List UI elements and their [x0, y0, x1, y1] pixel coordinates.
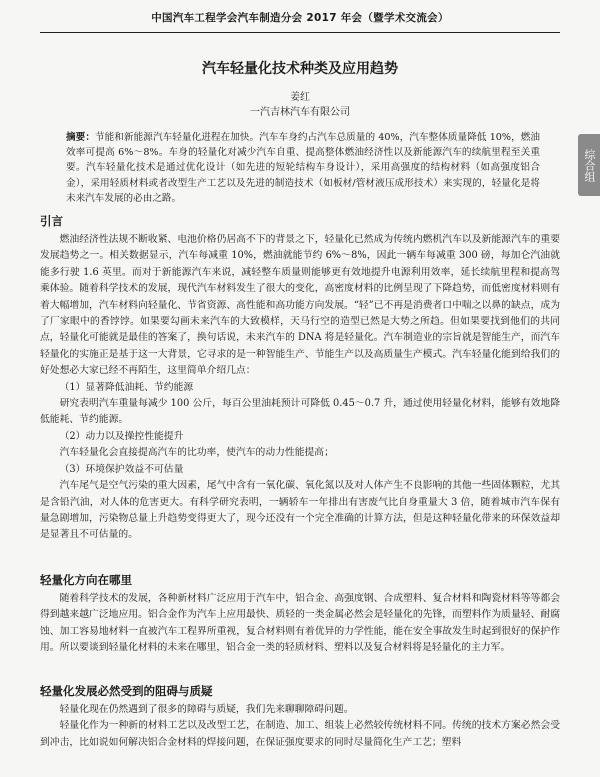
- paragraph: 汽车轻量化会直接提高汽车的比功率，使汽车的动力性能提高；: [59, 447, 334, 459]
- abstract: [66, 130, 540, 206]
- paragraph: 汽车尾气是空气污染的重大因素，尾气中含有一氧化碳、氧化氮以及对人体产生不良影响的其他一些固体颗粒，尤其是含铅汽油，对人体的危害更大。有科学研究表明，一辆轿车一年排出有害废气比自身重量大 3 倍，随着城市汽车保有量急剧增加，污染物总量上升趋势变得更大了，现今还没有一个完全准确的计算方法，但是这种轻量化带来的环保效益却是显著且不可估量的。: [40, 480, 560, 541]
- list-item-heading: （1）显著降低油耗、节约能源: [59, 381, 194, 393]
- conference-header: 中国汽车工程学会汽车制造分会 2017 年会（暨学术交流会）: [151, 12, 449, 24]
- abstract-label: 摘要：: [66, 132, 95, 143]
- list-item-heading: （2）动力以及操控性能提升: [59, 430, 184, 442]
- section-side-tab: 综合组: [578, 134, 600, 196]
- section-heading: 引言: [40, 214, 63, 228]
- paper-title: 汽车轻量化技术种类及应用趋势: [202, 61, 398, 77]
- paragraph: 轻量化现在仍然遇到了很多的障碍与质疑，我们先来聊聊障碍问题。: [59, 704, 354, 715]
- paragraph: 研究表明汽车重量每减少 100 公斤，每百公里油耗预计可降低 0.45～0.7 升，通过使用轻量化材料，能够有效地降低能耗、节约能源。: [40, 398, 560, 426]
- paper-author: 姜红: [290, 92, 310, 103]
- header-divider: [40, 32, 560, 33]
- section-direction: [40, 572, 560, 657]
- section-introduction: [40, 213, 560, 544]
- section-heading: 轻量化发展必然受到的阻碍与质疑: [40, 684, 213, 698]
- section-heading: 轻量化方向在哪里: [40, 573, 132, 587]
- paragraph: 燃油经济性法规不断收紧、电池价格仍居高不下的背景之下，轻量化已然成为传统内燃机汽车以及新能源汽车的重要发展趋势之一。相关数据显示，汽车每减重 10%，燃油就能节约 6%～8%，因此一辆车每减重 300 磅，每加仑汽油就能多行驶 1.6 英里。而对于新能源汽车来说，减轻整车质量则能够更有效地提升电源利用效率，延长续航里程和提高驾乘体验。随着科学技术的发展，现代汽车材料发生了很大的变化，高密度材料的比例呈现了下降趋势，而低密度材料则有着大幅增加，汽车材料向轻量化、节省资源、高性能和高功能方向发展。“轻”已不再是消费者口中喘之以鼻的缺点，成为了厂家眼中的香饽饽。如果要勾画未来汽车的大致模样，天马行空的造型已然是大势之所趋。但如果要找到他们的共同点，轻量化可能就是最佳的答案了，换句话说，未来汽车的 DNA 将是轻量化。汽车制造业的宗旨就是智能生产，而汽车轻量化的实施正是基于这一大背景，它寻求的是一种智能生产、节能生产以及高质量生产模式。汽车轻量化能到给我们的好处想必大家已经不再陌生，这里简单介绍几点：: [40, 234, 560, 377]
- paragraph: 随着科学技术的发展，各种新材料广泛应用于汽车中，铝合金、高强度钢、合成塑料、复合材料和陶瓷材料等等都会得到越来越广泛地应用。铝合金作为汽车上应用最快、质轻的一类金属必然会是轻量化的先锋，而塑料作为质量轻、耐腐蚀、加工容易地材料一直被汽车工程界所重视，复合材料则有着优异的力学性能，能在安全事故发生时起到很好的保护作用。所以要谈到轻量化材料的未来在哪里，铝合金一类的轻质材料、塑料以及复合材料将是轻量化的主力军。: [40, 593, 560, 654]
- section-obstacles: [40, 683, 560, 751]
- paper-affiliation: 一汽吉林汽车有限公司: [250, 107, 350, 118]
- abstract-text: 节能和新能源汽车轻量化进程在加快。汽车车身约占汽车总质量的 40%，汽车整体质量降低 10%，燃油效率可提高 6%～8%。车身的轻量化对减少汽车自重、提高整体燃油经济性以及新能源汽车的续航里程至关重要。汽车轻量化技术是通过优化设计（如先进的短轮结构车身设计），采用高强度的结构材料（如高强度铝合金），采用轻质材料或者改型生产工艺以及先进的制造技术（如板材/管材液压成形技术）来实现的，轻量化是将未来汽车发展的必由之路。: [66, 132, 540, 204]
- paragraph: 轻量化作为一种新的材料工艺以及改型工艺，在制造、加工、组装上必然较传统材料不同。传统的技术方案必然会受到冲击，比如说如何解决铝合金材料的焊接问题，在保证强度要求的同时尽量简化生产工艺；塑料: [40, 720, 560, 748]
- list-item-heading: （3）环境保护效益不可估量: [59, 463, 184, 475]
